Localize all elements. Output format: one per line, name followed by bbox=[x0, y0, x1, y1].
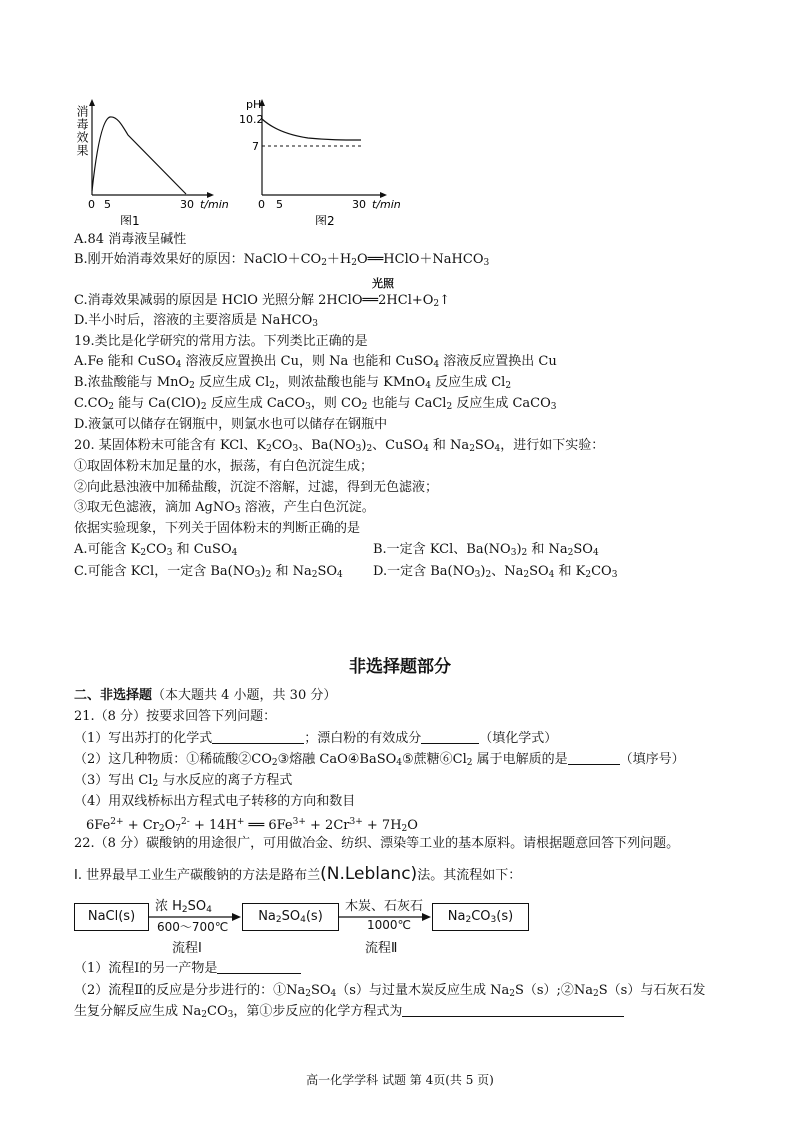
fig1-x-tick-0: 0 bbox=[88, 198, 95, 211]
q20-option-c: C.可能含 KCl，一定含 $Ba(NO_3)_2$ 和 $Na_2SO_4$ bbox=[74, 564, 343, 580]
fig1-x-axis-label: t/min bbox=[200, 198, 229, 211]
q19-option-b: B.浓盐酸能与 MnO$_2$ 反应生成 $Cl_2$，则浓盐酸也能与 KMnO$_4$ 反应生成 $Cl_2$ bbox=[74, 375, 512, 391]
section-title: 非选择题部分 bbox=[349, 657, 451, 677]
figure-2-ph-chart bbox=[233, 95, 433, 225]
q22-part-1-q1: （1）流程Ⅰ的另一产物是 bbox=[74, 961, 301, 977]
q20-ask: 依据实验现象，下列关于固体粉末的判断正确的是 bbox=[74, 521, 361, 536]
q19-option-a: A.Fe 能和 CuSO$_4$ 溶液反应置换出 Cu，则 Na 也能和 CuSO$_4$ 溶液反应置换出 Cu bbox=[74, 354, 557, 370]
q22-part-1-q2: （2）流程Ⅱ的反应是分步进行的：$①Na_2SO_4(s)$与过量木炭反应生成 $Na_2S(s);②Na_2S(s)$与石灰石发 bbox=[74, 983, 706, 999]
fig2-x-tick-0: 0 bbox=[258, 198, 265, 211]
answer-blank-electrolyte[interactable] bbox=[568, 752, 620, 765]
q18-option-a: A.84 消毒液呈碱性 bbox=[74, 232, 187, 247]
q18-light-condition: 光照 bbox=[372, 277, 394, 290]
fig2-caption: 图2 bbox=[315, 214, 335, 225]
q21-part-3: （3）写出 $Cl_2$ 与水反应的离子方程式 bbox=[74, 773, 293, 789]
flow-arrow-1-reagent: 浓 $H_2SO_4$ bbox=[155, 899, 212, 915]
q21-part-1: （1）写出苏打的化学式 ；漂白粉的有效成分 （填化学式） bbox=[74, 731, 558, 746]
q18-option-d: D.半小时后，溶液的主要溶质是 NaHCO$_3$ bbox=[74, 313, 319, 329]
q22-part-1-intro: Ⅰ. 世界最早工业生产碳酸钠的方法是路布兰(N.Leblanc)法。其流程如下： bbox=[74, 864, 522, 884]
fig1-caption: 图1 bbox=[120, 214, 140, 225]
answer-blank-equation[interactable] bbox=[402, 1004, 624, 1017]
flow-arrow-1-head bbox=[232, 913, 241, 921]
q20-step-3: ③取无色滤液，滴加 AgNO$_3$ 溶液，产生白色沉淀。 bbox=[74, 500, 375, 516]
fig1-curve bbox=[92, 117, 186, 194]
flow-arrow-2-head bbox=[422, 913, 431, 921]
q20-option-d: D.一定含 $Ba(NO_3)_2$、$Na_2SO_4$ 和 $K_2CO_3$ bbox=[373, 564, 618, 580]
flow-arrow-2-label: 流程Ⅱ bbox=[365, 941, 398, 956]
flow-arrow-1-label: 流程Ⅰ bbox=[172, 941, 202, 956]
fig2-x-axis-label: t/min bbox=[372, 198, 401, 211]
q19-option-d: D.液氯可以储存在钢瓶中，则氯水也可以储存在钢瓶中 bbox=[74, 417, 388, 432]
fig2-x-tick-5: 5 bbox=[276, 198, 283, 211]
fig2-x-tick-30: 30 bbox=[352, 198, 366, 211]
fig1-x-tick-30: 30 bbox=[180, 198, 194, 211]
section-header: 二、非选择题（本大题共 4 小题，共 30 分） bbox=[74, 688, 337, 703]
q20-step-2: ②向此悬浊液中加稀盐酸，沉淀不溶解，过滤，得到无色滤液； bbox=[74, 480, 439, 495]
figure-1-disinfection-chart bbox=[60, 95, 250, 225]
flow-arrow-2-reagent: 木炭、石灰石 bbox=[345, 899, 424, 914]
q22-part-1-q2-cont: 生复分解反应生成 $Na_2CO_3$，第①步反应的化学方程式为 bbox=[74, 1004, 624, 1023]
flow-box-na2so4: $Na_2SO_4(s)$ bbox=[242, 903, 339, 931]
q18-option-c: C.消毒效果减弱的原因是 HClO 光照分解 $2HClO══2HCl+O_2↑$ bbox=[74, 293, 451, 309]
fig2-y-label: pH bbox=[246, 98, 262, 111]
flow-arrow-2-temp: 1000℃ bbox=[367, 918, 412, 932]
fig1-y-arrow bbox=[89, 99, 95, 106]
q21-part-2: （2）这几种物质：①稀硫酸$②CO_2③$熔融 CaO④BaSO$_4$⑤蔗糖$⑥Cl_2$ 属于电解质的是 （填序号） bbox=[74, 752, 685, 768]
q20-step-1: ①取固体粉末加足量的水，振荡，有白色沉淀生成； bbox=[74, 459, 374, 474]
fig2-curve bbox=[262, 119, 361, 140]
flow-box-nacl: NaCl(s) bbox=[74, 903, 149, 931]
q19-option-c: $C.CO_2$ 能与 $Ca(ClO)_2$ 反应生成 CaCO$_3$，则 $CO_2$ 也能与 CaCl$_2$ 反应生成 CaCO$_3$ bbox=[74, 396, 557, 412]
answer-blank-bleach[interactable] bbox=[421, 731, 479, 744]
flow-box-na2co3: $Na_2CO_3(s)$ bbox=[432, 903, 529, 931]
answer-blank-byproduct[interactable] bbox=[217, 961, 301, 974]
q19-stem: 19.类比是化学研究的常用方法。下列类比正确的是 bbox=[74, 334, 368, 349]
fig1-y-label: 消毒效果 bbox=[75, 105, 89, 157]
answer-blank-soda[interactable] bbox=[212, 731, 304, 744]
q21-part-4: （4）用双线桥标出方程式电子转移的方向和数目 bbox=[74, 794, 356, 809]
q21-stem: 21.（8 分）按要求回答下列问题： bbox=[74, 709, 277, 724]
fig2-y-tick-7: 7 bbox=[252, 140, 259, 153]
q22-stem: 22.（8 分）碳酸钠的用途很广，可用做冶金、纺织、漂染等工业的基本原料。请根据题意回答下列问题。 bbox=[74, 836, 680, 851]
page-footer: 高一化学学科 试题 第 4页(共 5 页) bbox=[306, 1073, 494, 1087]
q18-option-b: B.刚开始消毒效果好的原因：$NaClO+CO_2+H_2O══HClO+NaHCO_3$ bbox=[74, 252, 490, 268]
q20-option-b: B.一定含 KCl、$Ba(NO_3)_2$ 和 $Na_2SO_4$ bbox=[373, 542, 599, 558]
flow-arrow-1-temp: 600～700℃ bbox=[157, 920, 229, 934]
q20-stem: 20. 某固体粉末可能含有 KCl、$K_2CO_3$、$Ba(NO_3)_2$、CuSO$_4$ 和 $Na_2SO_4$，进行如下实验： bbox=[74, 438, 605, 454]
q21-equation: $6Fe^{2+} + Cr_2O_7^{2-} + 14H^+$ ══ $6Fe^{3+} + 2Cr^{3+} + 7H_2O$ bbox=[86, 817, 418, 834]
fig2-y-tick-102: 10.2 bbox=[239, 113, 264, 126]
fig1-x-tick-5: 5 bbox=[104, 198, 111, 211]
q20-option-a: A.可能含 $K_2CO_3$ 和 CuSO$_4$ bbox=[74, 542, 238, 558]
